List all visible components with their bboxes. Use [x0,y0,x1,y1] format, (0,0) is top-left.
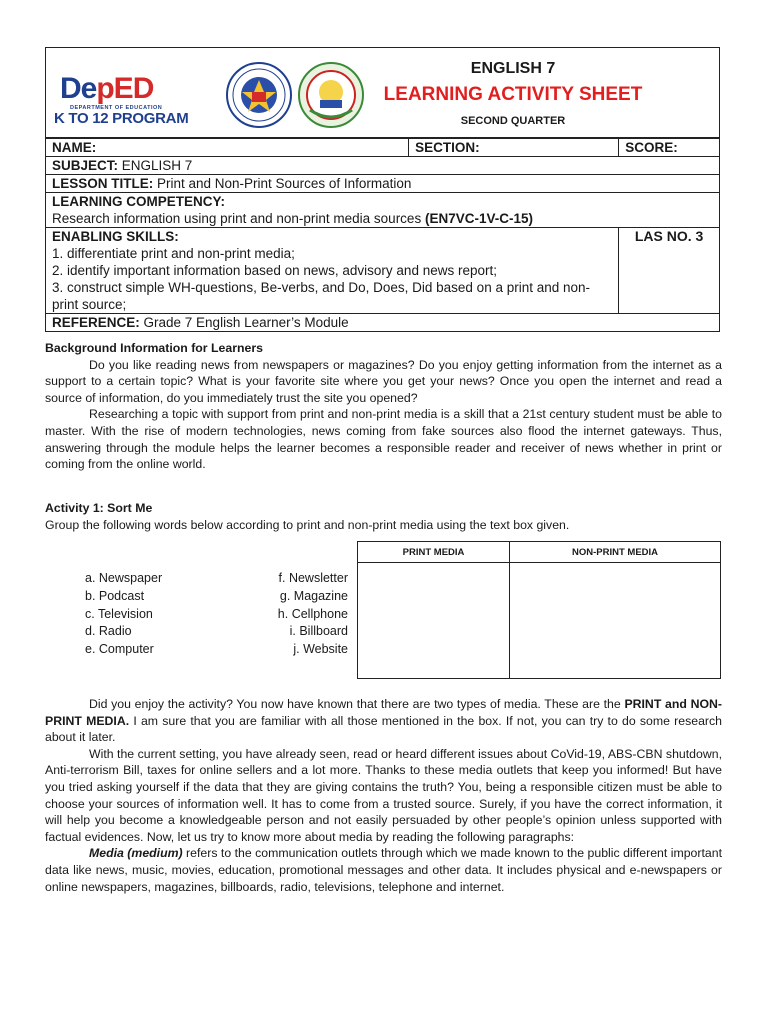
subject-label: SUBJECT: [52,158,119,173]
lesson-value: Print and Non-Print Sources of Information [153,176,412,191]
competency-row [46,193,720,228]
discussion-section [45,696,722,895]
discussion-p1-bold: PRINT and NON-PRINT MEDIA. [45,697,722,728]
print-media-header: PRINT MEDIA [358,542,510,563]
title-block [368,58,658,132]
non-print-media-box[interactable] [510,563,721,679]
subject-value: ENGLISH 7 [118,158,193,173]
deped-wordmark [60,72,153,106]
name-row [46,139,720,157]
background-section [45,340,722,473]
skills-row [46,228,720,314]
competency-code: (EN7VC-1V-C-15) [424,211,533,226]
activity-heading: Activity 1: Sort Me [45,501,153,515]
list-item: h. Cellphone [277,606,348,621]
sort-table-body [358,563,721,679]
list-item: i. Billboard [289,624,348,639]
deped-wordmark-ped: pED [96,72,154,105]
quarter-label: SECOND QUARTER [460,115,566,127]
deped-wordmark-de: De [60,72,97,105]
skill-item: 1. differentiate print and non-print media; [52,246,295,261]
activity-section [45,500,722,533]
subject-title: ENGLISH 7 [470,60,556,77]
skills-cell [46,228,619,314]
discussion-p1-start: Did you enjoy the activity? You now have known that there are two types of media. These are the [89,697,625,711]
list-item: b. Podcast [85,588,145,603]
header-box [45,47,720,138]
discussion-p1-end: I am sure that you are familiar with all those mentioned in the box. If not, you can try to do some research about it later. [45,713,722,745]
media-definition: refers to the communication outlets through which we made known to the public different important data like news, music, movies, education, promotional messages and other data. It includes physical and e-newspapers or online newspapers, magazines, billboards, radio, televisions, telephone and internet. [45,846,722,894]
background-paragraph-1: Do you like reading news from newspapers or magazines? Do you enjoy getting information from the internet as a support to a certain topic? What is your favorite site where you get your news? Once you open the internet and read a source of information, do you immediately trust the site you opened? [45,357,722,405]
list-item: c. Television [85,606,153,621]
list-item: g. Magazine [279,588,348,603]
discussion-paragraph-1 [45,696,722,746]
deped-seal-icon [226,62,292,128]
discussion-paragraph-2: With the current setting, you have already seen, read or heard different issues about CoVid-19, ABS-CBN shutdown, Anti-terrorism Bill, taxes for online sellers and a lot more. Thanks to these media outlets that keep you informed! But have you tried asking yourself if the data that they are giving contains the truth? You, being a responsible citizen must be able to choose your sources of information well. It has to come from a trusted source. Surely, if you have the correct information, it will help you become a knowledgeable person and not easily persuaded by other people’s opinion unless supported with factual evidences. Now, let us try to know more about media by reading the following paragraphs: [45,746,722,844]
info-table [45,138,720,332]
competency-text [52,210,713,227]
sort-table [357,541,721,679]
sort-table-header [358,542,721,563]
list-item: a. Newspaper [85,571,163,585]
sheet-title: LEARNING ACTIVITY SHEET [383,84,643,105]
non-print-media-header: NON-PRINT MEDIA [510,542,721,563]
list-item: d. Radio [85,624,132,639]
discussion-paragraph-3 [45,845,722,895]
section-cell[interactable] [409,139,619,157]
lesson-label: LESSON TITLE: [52,176,154,191]
competency-value: Research information using print and non-print media sources [52,211,425,226]
reference-cell [46,314,720,332]
reference-value: Grade 7 English Learner’s Module [139,315,349,330]
section-label: SECTION: [415,140,480,155]
competency-cell [46,193,720,228]
competency-label: LEARNING COMPETENCY: [52,194,226,209]
division-seal-icon [298,62,364,128]
list-item: e. Computer [85,642,154,657]
word-column-1 [85,570,162,659]
subject-row [46,157,720,175]
background-paragraph-2: Researching a topic with support from print and non-print media is a skill that a 21st century student must be able to master. With the rise of modern technologies, news coming from fake sources also flood the internet gateways. Thus, answering through the module helps the learner becomes a responsible reader and receiver of news whether in print or coming from the online world. [45,407,722,472]
background-heading: Background Information for Learners [45,341,263,355]
list-item: f. Newsletter [278,571,348,585]
deped-subtitle: DEPARTMENT OF EDUCATION [70,105,163,111]
print-media-box[interactable] [358,563,510,679]
skill-item: 2. identify important information based on news, advisory and news report; [52,263,497,278]
name-cell[interactable] [46,139,409,157]
score-cell[interactable] [619,139,720,157]
subject-cell [46,157,720,175]
las-number: LAS NO. 3 [634,228,704,244]
skills-label: ENABLING SKILLS: [52,229,179,244]
las-number-cell [619,228,720,314]
reference-label: REFERENCE: [52,315,140,330]
reference-row [46,314,720,332]
name-label: NAME: [52,140,97,155]
deped-logo [54,72,214,132]
score-label: SCORE: [625,140,678,155]
skill-item: 3. construct simple WH-questions, Be-verbs, and Do, Does, Did based on a print and non-print source; [52,280,591,312]
list-item: j. Website [293,642,348,657]
lesson-row [46,175,720,193]
lesson-cell [46,175,720,193]
activity-instruction: Group the following words below according to print and non-print media using the text box given. [45,517,570,532]
k12-program-label: K TO 12 PROGRAM [54,110,189,127]
media-term: Media (medium) [89,846,183,861]
word-column-2 [270,570,348,659]
